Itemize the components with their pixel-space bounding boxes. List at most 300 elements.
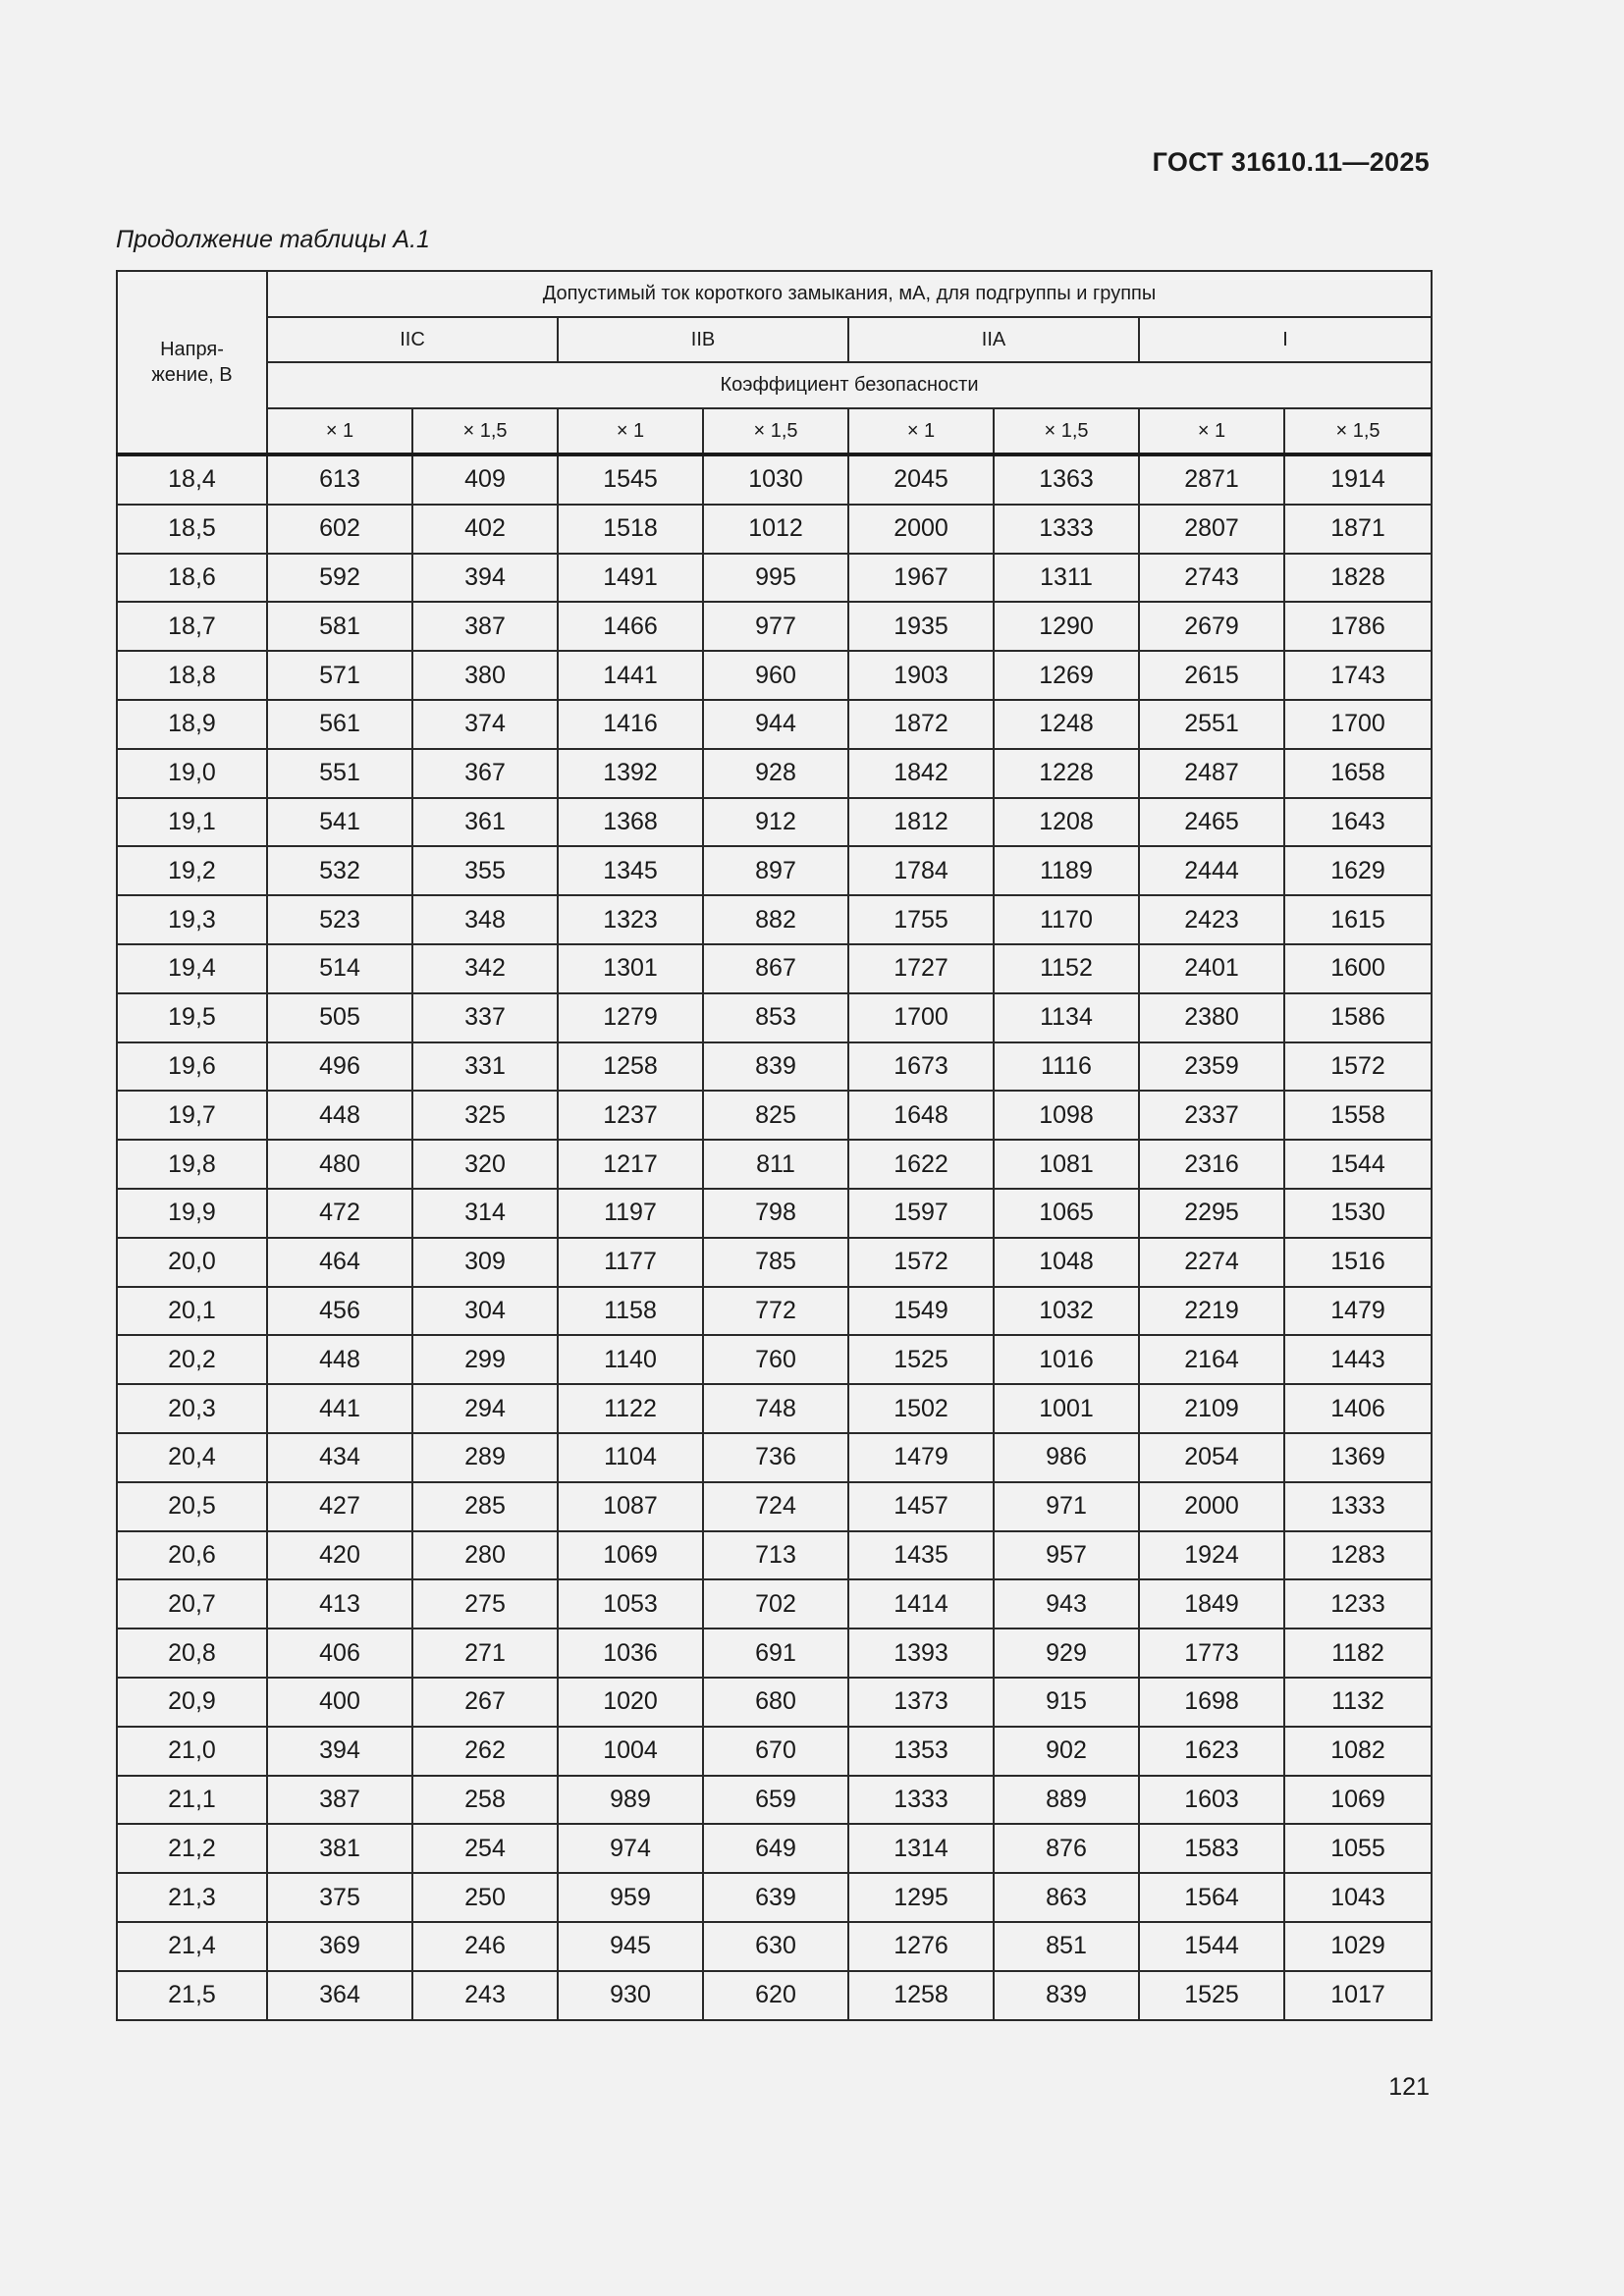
current-cell: 1924 — [1139, 1531, 1284, 1580]
table-row — [117, 1678, 1432, 1727]
factor-header-row — [117, 408, 1432, 455]
current-cell: 659 — [703, 1776, 848, 1825]
current-cell: 1333 — [848, 1776, 994, 1825]
current-cell: 630 — [703, 1922, 848, 1971]
current-cell: 1158 — [558, 1287, 703, 1336]
current-cell: 331 — [412, 1042, 558, 1092]
current-cell: 1122 — [558, 1384, 703, 1433]
current-cell: 1871 — [1284, 505, 1432, 554]
current-cell: 1368 — [558, 798, 703, 847]
current-cell: 1228 — [994, 749, 1139, 798]
voltage-cell: 18,9 — [117, 700, 267, 749]
current-cell: 1525 — [1139, 1971, 1284, 2020]
current-cell: 2295 — [1139, 1189, 1284, 1238]
current-cell: 1441 — [558, 651, 703, 700]
current-cell: 1544 — [1284, 1140, 1432, 1189]
current-cell: 267 — [412, 1678, 558, 1727]
current-cell: 2871 — [1139, 454, 1284, 505]
current-cell: 772 — [703, 1287, 848, 1336]
current-cell: 989 — [558, 1776, 703, 1825]
current-cell: 1698 — [1139, 1678, 1284, 1727]
table-caption: Продолжение таблицы А.1 — [116, 226, 430, 253]
group-header-i: I — [1139, 317, 1432, 363]
current-cell: 902 — [994, 1727, 1139, 1776]
voltage-cell: 20,0 — [117, 1238, 267, 1287]
current-cell: 275 — [412, 1579, 558, 1629]
current-cell: 670 — [703, 1727, 848, 1776]
table-row — [117, 1433, 1432, 1482]
current-cell: 1081 — [994, 1140, 1139, 1189]
current-cell: 285 — [412, 1482, 558, 1531]
current-cell: 639 — [703, 1873, 848, 1922]
table-row — [117, 1335, 1432, 1384]
voltage-cell: 20,4 — [117, 1433, 267, 1482]
current-cell: 2045 — [848, 454, 994, 505]
current-cell: 1258 — [848, 1971, 994, 2020]
current-cell: 1314 — [848, 1824, 994, 1873]
table-row — [117, 700, 1432, 749]
current-cell: 514 — [267, 944, 412, 993]
current-cell: 1872 — [848, 700, 994, 749]
voltage-cell: 21,1 — [117, 1776, 267, 1825]
current-cell: 541 — [267, 798, 412, 847]
current-cell: 294 — [412, 1384, 558, 1433]
current-cell: 2109 — [1139, 1384, 1284, 1433]
group-header-iic: IIC — [267, 317, 558, 363]
current-cell: 592 — [267, 554, 412, 603]
current-cell: 1030 — [703, 454, 848, 505]
voltage-cell: 21,5 — [117, 1971, 267, 2020]
current-cell: 853 — [703, 993, 848, 1042]
current-cell: 1087 — [558, 1482, 703, 1531]
current-cell: 944 — [703, 700, 848, 749]
voltage-cell: 21,0 — [117, 1727, 267, 1776]
current-cell: 702 — [703, 1579, 848, 1629]
table-row — [117, 1776, 1432, 1825]
voltage-cell: 19,3 — [117, 895, 267, 944]
current-cell: 2465 — [1139, 798, 1284, 847]
current-cell: 915 — [994, 1678, 1139, 1727]
current-cell: 1053 — [558, 1579, 703, 1629]
current-cell: 602 — [267, 505, 412, 554]
coefficient-header: Коэффициент безопасности — [267, 362, 1432, 408]
current-cell: 325 — [412, 1091, 558, 1140]
current-cell: 1363 — [994, 454, 1139, 505]
table-header — [117, 271, 1432, 454]
table-row — [117, 846, 1432, 895]
current-cell: 1248 — [994, 700, 1139, 749]
current-cell: 1012 — [703, 505, 848, 554]
voltage-cell: 20,7 — [117, 1579, 267, 1629]
current-cell: 1279 — [558, 993, 703, 1042]
table-row — [117, 895, 1432, 944]
current-cell: 523 — [267, 895, 412, 944]
current-cell: 2316 — [1139, 1140, 1284, 1189]
current-cell: 464 — [267, 1238, 412, 1287]
factor-header: × 1 — [1139, 408, 1284, 455]
table-row — [117, 1727, 1432, 1776]
current-cell: 995 — [703, 554, 848, 603]
current-cell: 480 — [267, 1140, 412, 1189]
current-cell: 571 — [267, 651, 412, 700]
current-cell: 863 — [994, 1873, 1139, 1922]
current-cell: 971 — [994, 1482, 1139, 1531]
current-cell: 1217 — [558, 1140, 703, 1189]
current-cell: 2487 — [1139, 749, 1284, 798]
current-cell: 1392 — [558, 749, 703, 798]
table-row — [117, 1189, 1432, 1238]
voltage-cell: 18,7 — [117, 602, 267, 651]
current-cell: 1457 — [848, 1482, 994, 1531]
short-circuit-current-table — [116, 270, 1433, 2021]
current-cell: 2615 — [1139, 651, 1284, 700]
current-cell: 1208 — [994, 798, 1139, 847]
voltage-cell: 19,8 — [117, 1140, 267, 1189]
current-cell: 1132 — [1284, 1678, 1432, 1727]
current-cell: 1549 — [848, 1287, 994, 1336]
table-row — [117, 1140, 1432, 1189]
current-cell: 434 — [267, 1433, 412, 1482]
current-cell: 2551 — [1139, 700, 1284, 749]
current-cell: 2054 — [1139, 1433, 1284, 1482]
voltage-cell: 20,5 — [117, 1482, 267, 1531]
current-cell: 1406 — [1284, 1384, 1432, 1433]
current-cell: 1479 — [848, 1433, 994, 1482]
current-cell: 1530 — [1284, 1189, 1432, 1238]
current-cell: 2000 — [848, 505, 994, 554]
current-cell: 1043 — [1284, 1873, 1432, 1922]
current-cell: 613 — [267, 454, 412, 505]
current-cell: 2274 — [1139, 1238, 1284, 1287]
current-cell: 1435 — [848, 1531, 994, 1580]
voltage-cell: 18,4 — [117, 454, 267, 505]
current-cell: 1069 — [1284, 1776, 1432, 1825]
current-cell: 1658 — [1284, 749, 1432, 798]
current-cell: 361 — [412, 798, 558, 847]
table-row — [117, 1482, 1432, 1531]
current-cell: 280 — [412, 1531, 558, 1580]
voltage-cell: 19,0 — [117, 749, 267, 798]
current-cell: 1116 — [994, 1042, 1139, 1092]
current-cell: 1828 — [1284, 554, 1432, 603]
current-cell: 299 — [412, 1335, 558, 1384]
table-row — [117, 1824, 1432, 1873]
current-cell: 348 — [412, 895, 558, 944]
current-cell: 427 — [267, 1482, 412, 1531]
current-cell: 930 — [558, 1971, 703, 2020]
factor-header: × 1,5 — [994, 408, 1139, 455]
voltage-cell: 20,8 — [117, 1629, 267, 1678]
current-cell: 960 — [703, 651, 848, 700]
table-row — [117, 993, 1432, 1042]
current-cell: 1849 — [1139, 1579, 1284, 1629]
current-cell: 551 — [267, 749, 412, 798]
table-row — [117, 798, 1432, 847]
current-cell: 1755 — [848, 895, 994, 944]
table-row — [117, 749, 1432, 798]
current-cell: 1029 — [1284, 1922, 1432, 1971]
current-cell: 402 — [412, 505, 558, 554]
group-header-iib: IIB — [558, 317, 848, 363]
current-cell: 1140 — [558, 1335, 703, 1384]
voltage-cell: 20,3 — [117, 1384, 267, 1433]
current-cell: 1416 — [558, 700, 703, 749]
current-cell: 456 — [267, 1287, 412, 1336]
current-cell: 380 — [412, 651, 558, 700]
current-cell: 262 — [412, 1727, 558, 1776]
current-cell: 1812 — [848, 798, 994, 847]
current-cell: 1516 — [1284, 1238, 1432, 1287]
current-cell: 1283 — [1284, 1531, 1432, 1580]
current-cell: 1017 — [1284, 1971, 1432, 2020]
current-cell: 1491 — [558, 554, 703, 603]
voltage-cell: 20,2 — [117, 1335, 267, 1384]
current-cell: 2423 — [1139, 895, 1284, 944]
current-cell: 1545 — [558, 454, 703, 505]
current-cell: 1572 — [848, 1238, 994, 1287]
current-cell: 1295 — [848, 1873, 994, 1922]
current-cell: 1369 — [1284, 1433, 1432, 1482]
voltage-cell: 19,1 — [117, 798, 267, 847]
current-cell: 876 — [994, 1824, 1139, 1873]
voltage-cell: 21,3 — [117, 1873, 267, 1922]
voltage-cell: 19,4 — [117, 944, 267, 993]
current-cell: 1069 — [558, 1531, 703, 1580]
current-cell: 1065 — [994, 1189, 1139, 1238]
current-cell: 1055 — [1284, 1824, 1432, 1873]
voltage-cell: 18,6 — [117, 554, 267, 603]
current-cell: 748 — [703, 1384, 848, 1433]
current-cell: 897 — [703, 846, 848, 895]
current-cell: 798 — [703, 1189, 848, 1238]
current-cell: 912 — [703, 798, 848, 847]
current-cell: 420 — [267, 1531, 412, 1580]
current-cell: 1333 — [994, 505, 1139, 554]
current-cell: 320 — [412, 1140, 558, 1189]
current-cell: 1258 — [558, 1042, 703, 1092]
voltage-header — [117, 271, 267, 454]
current-cell: 1414 — [848, 1579, 994, 1629]
factor-header: × 1 — [558, 408, 703, 455]
current-cell: 1727 — [848, 944, 994, 993]
factor-header: × 1,5 — [1284, 408, 1432, 455]
table-row — [117, 1091, 1432, 1140]
current-cell: 2807 — [1139, 505, 1284, 554]
current-cell: 413 — [267, 1579, 412, 1629]
current-cell: 1004 — [558, 1727, 703, 1776]
current-main-header: Допустимый ток короткого замыкания, мА, для подгруппы и группы — [267, 271, 1432, 317]
current-cell: 839 — [994, 1971, 1139, 2020]
current-cell: 785 — [703, 1238, 848, 1287]
current-cell: 1842 — [848, 749, 994, 798]
current-cell: 1290 — [994, 602, 1139, 651]
current-cell: 1914 — [1284, 454, 1432, 505]
table-row — [117, 1922, 1432, 1971]
voltage-header-line1: Напря- — [160, 339, 224, 360]
current-cell: 367 — [412, 749, 558, 798]
table-row — [117, 944, 1432, 993]
voltage-cell: 18,8 — [117, 651, 267, 700]
current-cell: 1032 — [994, 1287, 1139, 1336]
current-cell: 561 — [267, 700, 412, 749]
current-cell: 375 — [267, 1873, 412, 1922]
current-cell: 1098 — [994, 1091, 1139, 1140]
current-cell: 409 — [412, 454, 558, 505]
factor-header: × 1 — [267, 408, 412, 455]
current-cell: 1333 — [1284, 1482, 1432, 1531]
current-cell: 882 — [703, 895, 848, 944]
current-cell: 1525 — [848, 1335, 994, 1384]
current-cell: 355 — [412, 846, 558, 895]
current-cell: 271 — [412, 1629, 558, 1678]
voltage-cell: 21,4 — [117, 1922, 267, 1971]
voltage-cell: 20,6 — [117, 1531, 267, 1580]
current-cell: 1700 — [1284, 700, 1432, 749]
current-cell: 1597 — [848, 1189, 994, 1238]
current-cell: 1583 — [1139, 1824, 1284, 1873]
voltage-cell: 19,2 — [117, 846, 267, 895]
current-cell: 337 — [412, 993, 558, 1042]
current-cell: 867 — [703, 944, 848, 993]
current-cell: 441 — [267, 1384, 412, 1433]
current-cell: 2743 — [1139, 554, 1284, 603]
current-cell: 1623 — [1139, 1727, 1284, 1776]
current-cell: 1643 — [1284, 798, 1432, 847]
current-cell: 1016 — [994, 1335, 1139, 1384]
current-cell: 1182 — [1284, 1629, 1432, 1678]
current-cell: 250 — [412, 1873, 558, 1922]
current-cell: 1323 — [558, 895, 703, 944]
voltage-cell: 19,5 — [117, 993, 267, 1042]
current-cell: 1773 — [1139, 1629, 1284, 1678]
current-cell: 2679 — [1139, 602, 1284, 651]
current-cell: 2219 — [1139, 1287, 1284, 1336]
table-row — [117, 505, 1432, 554]
current-cell: 1603 — [1139, 1776, 1284, 1825]
current-cell: 811 — [703, 1140, 848, 1189]
current-cell: 1518 — [558, 505, 703, 554]
current-cell: 760 — [703, 1335, 848, 1384]
voltage-header-line2: жение, В — [151, 364, 233, 386]
current-cell: 448 — [267, 1091, 412, 1140]
current-cell: 1311 — [994, 554, 1139, 603]
current-cell: 1177 — [558, 1238, 703, 1287]
current-cell: 2359 — [1139, 1042, 1284, 1092]
current-cell: 1700 — [848, 993, 994, 1042]
current-cell: 620 — [703, 1971, 848, 2020]
current-cell: 1345 — [558, 846, 703, 895]
current-cell: 1048 — [994, 1238, 1139, 1287]
current-cell: 1558 — [1284, 1091, 1432, 1140]
voltage-cell: 20,9 — [117, 1678, 267, 1727]
current-cell: 369 — [267, 1922, 412, 1971]
current-cell: 2401 — [1139, 944, 1284, 993]
current-cell: 1301 — [558, 944, 703, 993]
current-cell: 342 — [412, 944, 558, 993]
current-cell: 448 — [267, 1335, 412, 1384]
current-cell: 1082 — [1284, 1727, 1432, 1776]
current-cell: 496 — [267, 1042, 412, 1092]
group-header-iia: IIA — [848, 317, 1139, 363]
current-cell: 472 — [267, 1189, 412, 1238]
voltage-cell: 18,5 — [117, 505, 267, 554]
table-row — [117, 1629, 1432, 1678]
voltage-cell: 19,6 — [117, 1042, 267, 1092]
current-cell: 1544 — [1139, 1922, 1284, 1971]
current-cell: 1479 — [1284, 1287, 1432, 1336]
current-cell: 1629 — [1284, 846, 1432, 895]
current-cell: 1673 — [848, 1042, 994, 1092]
current-cell: 1276 — [848, 1922, 994, 1971]
table-row — [117, 1287, 1432, 1336]
current-cell: 1036 — [558, 1629, 703, 1678]
current-cell: 1152 — [994, 944, 1139, 993]
current-cell: 1170 — [994, 895, 1139, 944]
table-row — [117, 602, 1432, 651]
current-cell: 289 — [412, 1433, 558, 1482]
table-row — [117, 1238, 1432, 1287]
current-cell: 1615 — [1284, 895, 1432, 944]
table-row — [117, 554, 1432, 603]
current-cell: 839 — [703, 1042, 848, 1092]
current-cell: 304 — [412, 1287, 558, 1336]
current-cell: 309 — [412, 1238, 558, 1287]
current-cell: 1020 — [558, 1678, 703, 1727]
current-cell: 851 — [994, 1922, 1139, 1971]
current-cell: 1786 — [1284, 602, 1432, 651]
current-cell: 1903 — [848, 651, 994, 700]
current-cell: 1743 — [1284, 651, 1432, 700]
current-cell: 1648 — [848, 1091, 994, 1140]
current-cell: 246 — [412, 1922, 558, 1971]
current-cell: 1393 — [848, 1629, 994, 1678]
current-cell: 394 — [412, 554, 558, 603]
current-cell: 691 — [703, 1629, 848, 1678]
current-cell: 254 — [412, 1824, 558, 1873]
current-cell: 2444 — [1139, 846, 1284, 895]
current-cell: 929 — [994, 1629, 1139, 1678]
table-row — [117, 454, 1432, 505]
factor-header: × 1,5 — [703, 408, 848, 455]
current-cell: 406 — [267, 1629, 412, 1678]
table-row — [117, 651, 1432, 700]
current-cell: 243 — [412, 1971, 558, 2020]
current-cell: 1134 — [994, 993, 1139, 1042]
current-cell: 1967 — [848, 554, 994, 603]
table-row — [117, 1384, 1432, 1433]
current-cell: 1586 — [1284, 993, 1432, 1042]
current-cell: 1269 — [994, 651, 1139, 700]
current-cell: 2164 — [1139, 1335, 1284, 1384]
current-cell: 649 — [703, 1824, 848, 1873]
voltage-cell: 21,2 — [117, 1824, 267, 1873]
current-cell: 1502 — [848, 1384, 994, 1433]
current-cell: 1233 — [1284, 1579, 1432, 1629]
current-cell: 1104 — [558, 1433, 703, 1482]
page-number: 121 — [1388, 2073, 1430, 2101]
current-cell: 825 — [703, 1091, 848, 1140]
current-cell: 505 — [267, 993, 412, 1042]
document-code: ГОСТ 31610.11—2025 — [1152, 147, 1430, 177]
current-cell: 959 — [558, 1873, 703, 1922]
current-cell: 1443 — [1284, 1335, 1432, 1384]
factor-header: × 1 — [848, 408, 994, 455]
current-cell: 957 — [994, 1531, 1139, 1580]
voltage-cell: 19,7 — [117, 1091, 267, 1140]
current-cell: 364 — [267, 1971, 412, 2020]
table-row — [117, 1531, 1432, 1580]
current-cell: 928 — [703, 749, 848, 798]
